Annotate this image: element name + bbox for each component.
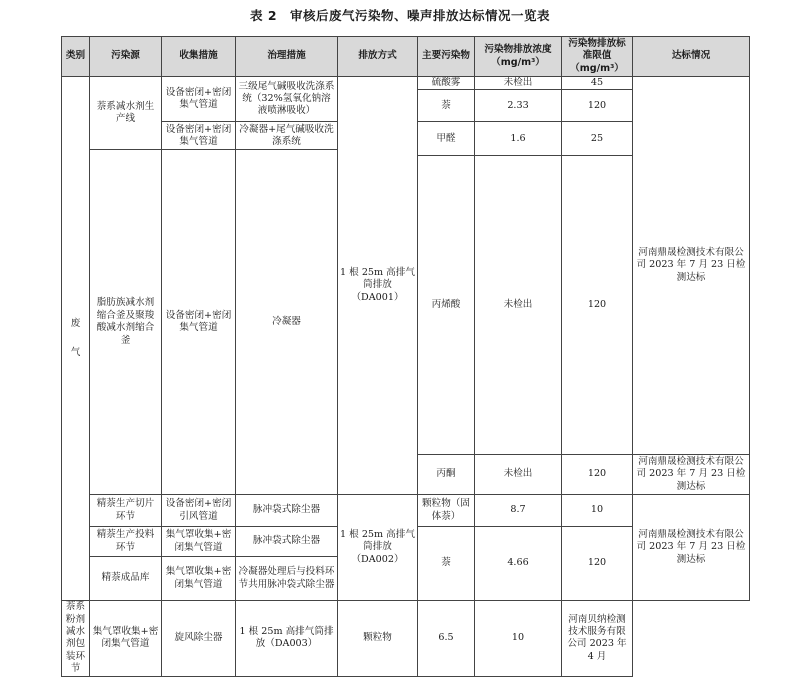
concentration-cell: 未检出	[475, 455, 562, 495]
limit-cell: 45	[562, 77, 633, 90]
treatment-cell: 冷凝器处理后与投料环节共用脉冲袋式除尘器	[236, 557, 338, 601]
treatment-cell: 冷凝器	[236, 150, 338, 495]
limit-cell: 120	[562, 455, 633, 495]
compliance-cell: 河南贝纳检测技术服务有限公司 2023 年 4 月	[562, 601, 633, 676]
concentration-cell: 未检出	[475, 156, 562, 455]
source-cell: 萘系减水剂生产线	[90, 77, 162, 150]
discharge-cell: 1 根 25m 高排气筒排放（DA001）	[338, 77, 418, 495]
header-treatment: 治理措施	[236, 37, 338, 77]
pollutant-cell: 硫酸雾	[418, 77, 475, 90]
treatment-cell: 旋风除尘器	[162, 601, 236, 676]
treatment-cell: 冷凝器+尾气碱吸收洗涤系统	[236, 122, 338, 150]
header-compliance: 达标情况	[633, 37, 750, 77]
source-cell: 精萘成品库	[90, 557, 162, 601]
pollutant-cell: 萘	[418, 90, 475, 122]
header-collection: 收集措施	[162, 37, 236, 77]
pollutant-cell: 丙酮	[418, 455, 475, 495]
concentration-cell: 8.7	[475, 495, 562, 527]
treatment-cell: 脉冲袋式除尘器	[236, 527, 338, 557]
header-pollutant: 主要污染物	[418, 37, 475, 77]
treatment-cell: 脉冲袋式除尘器	[236, 495, 338, 527]
pollutant-cell: 萘	[418, 527, 475, 601]
compliance-cell: 河南鼎晟检测技术有限公司 2023 年 7 月 23 日检测达标	[633, 495, 750, 601]
header-limit: 污染物排放标准限值（mg/m³）	[562, 37, 633, 77]
pollutant-cell: 颗粒物	[338, 601, 418, 676]
limit-cell: 25	[562, 122, 633, 156]
category-char-2: 气	[70, 346, 81, 358]
collection-cell: 设备密闭+密闭集气管道	[162, 150, 236, 495]
limit-cell: 10	[475, 601, 562, 676]
pollutant-cell: 甲醛	[418, 122, 475, 156]
limit-cell: 120	[562, 90, 633, 122]
table-title: 表 2 审核后废气污染物、噪声排放达标情况一览表	[249, 8, 551, 23]
limit-cell: 120	[562, 527, 633, 601]
source-cell: 脂肪族减水剂缩合釜及聚羧酸减水剂缩合釜	[90, 150, 162, 495]
concentration-cell: 4.66	[475, 527, 562, 601]
header-concentration: 污染物排放浓度（mg/m³）	[475, 37, 562, 77]
concentration-cell: 1.6	[475, 122, 562, 156]
header-category: 类别	[62, 37, 90, 77]
pollutant-cell: 丙烯酸	[418, 156, 475, 455]
source-cell: 精萘生产切片环节	[90, 495, 162, 527]
source-cell: 精萘生产投料环节	[90, 527, 162, 557]
concentration-cell: 未检出	[475, 77, 562, 90]
concentration-cell: 6.5	[418, 601, 475, 676]
compliance-cell: 河南鼎晟检测技术有限公司 2023 年 7 月 23 日检测达标	[633, 455, 750, 495]
limit-cell: 10	[562, 495, 633, 527]
collection-cell: 集气罩收集+密闭集气管道	[162, 527, 236, 557]
header-discharge: 排放方式	[338, 37, 418, 77]
collection-cell: 设备密闭+密闭集气管道	[162, 77, 236, 122]
category-cell	[62, 77, 90, 601]
discharge-cell: 1 根 25m 高排气筒排放（DA002）	[338, 495, 418, 601]
pollutant-cell: 颗粒物（固体萘）	[418, 495, 475, 527]
source-cell: 萘系粉剂减水剂包装环节	[62, 601, 90, 676]
concentration-cell: 2.33	[475, 90, 562, 122]
emission-table	[61, 36, 750, 677]
collection-cell: 设备密闭+密闭引风管道	[162, 495, 236, 527]
category-char-1: 废	[70, 318, 81, 330]
treatment-cell: 三级尾气碱吸收洗涤系统（32%氢氧化钠溶液喷淋吸收）	[236, 77, 338, 122]
compliance-cell: 河南鼎晟检测技术有限公司 2023 年 7 月 23 日检测达标	[633, 77, 750, 455]
collection-cell: 集气罩收集+密闭集气管道	[162, 557, 236, 601]
limit-cell: 120	[562, 156, 633, 455]
discharge-cell: 1 根 25m 高排气筒排放（DA003）	[236, 601, 338, 676]
collection-cell: 设备密闭+密闭集气管道	[162, 122, 236, 150]
collection-cell: 集气罩收集+密闭集气管道	[90, 601, 162, 676]
header-source: 污染源	[90, 37, 162, 77]
